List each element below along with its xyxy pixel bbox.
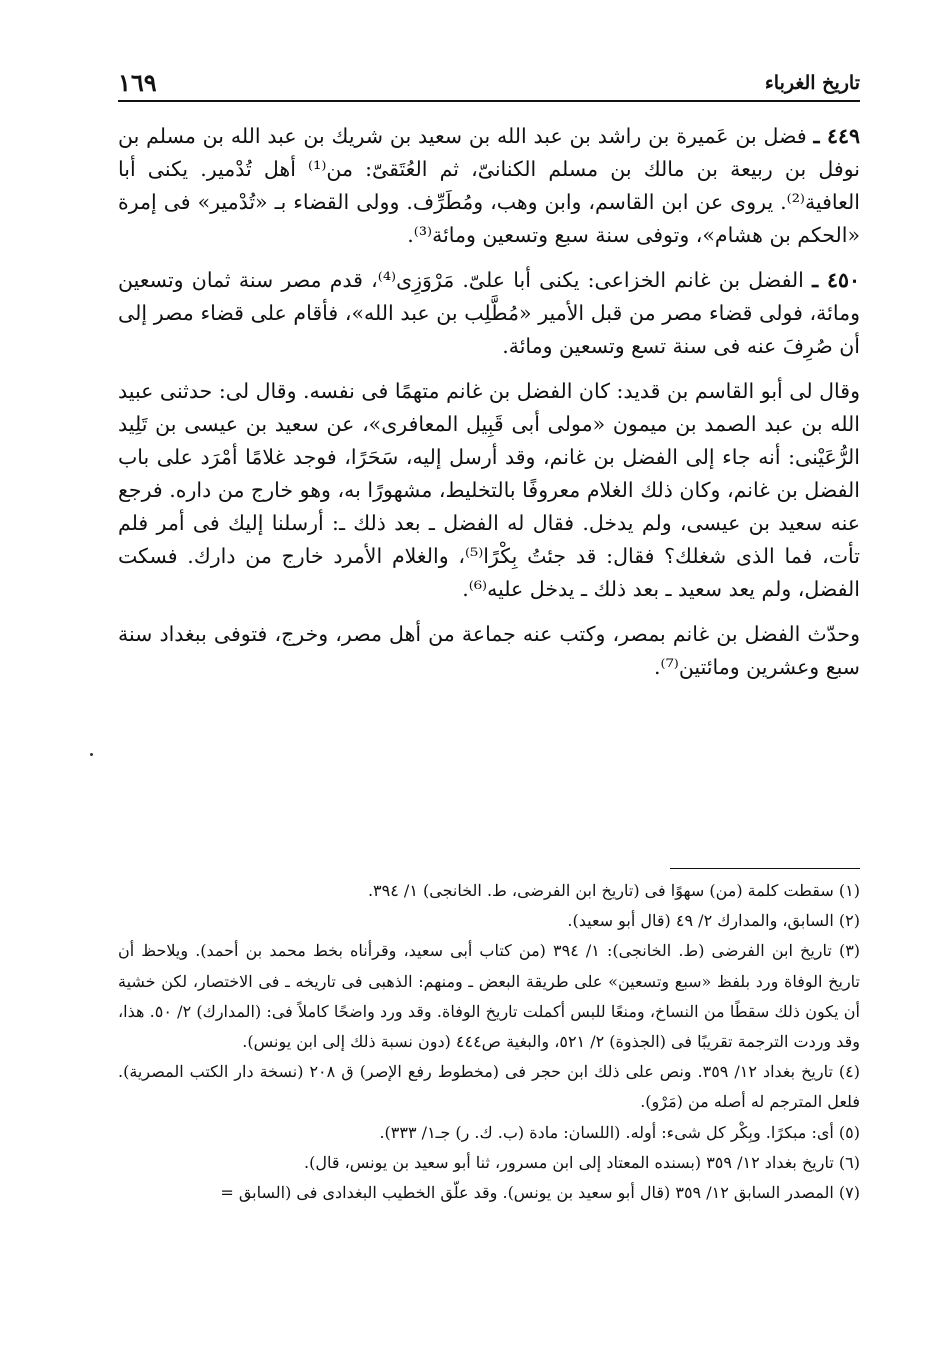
footnote-2 [118,906,860,936]
footnote-number: (٣) [838,941,861,961]
footnote-4 [118,1057,860,1117]
footnote-number: (٤) [838,1062,861,1082]
footnote-text: أى: مبكرًا. وبِكْر كل شىء: أوله. (اللسان: مادة (ب. ك. ر) جـ١/ ٣٣٣). [379,1122,834,1142]
footnote-7 [118,1178,860,1208]
narration-paragraph: وقال لى أبو القاسم بن قديد: كان الفضل بن غانم متهمًا فى نفسه. وقال لى: حدثنى عبيد الله بن عبد الصمد بن ميمون «مولى أبى قَبِيل المعافرى»، عن سعيد بن عيسى بن تَلِيد الرُّعَيْنى: أنه جاء إلى الفضل بن غانم، وقد أرسل إليه، سَحَرًا، فوجد غلامًا أمْرَد على باب الفضل بن غانم، وكان ذلك الغلام معروفًا بالتخليط، مشهورًا به، وهو خارج من داره. فرجع عنه سعيد بن عيسى، ولم يدخل. فقال له الفضل ـ بعد ذلك ـ: أرسلنا إليك فى أمر فلم تأت، فما الذى شغلك؟ فقال: قد جئتُ بِكْرًا⁽⁵⁾، والغلام الأمرد خارج من دارك. فسكت الفضل، ولم يعد سعيد ـ بعد ذلك ـ يدخل عليه⁽⁶⁾. [118,379,860,601]
running-title: تاريخ الغرباء [764,72,860,94]
header-rule [118,100,860,102]
closing-paragraph: وحدّث الفضل بن غانم بمصر، وكتب عنه جماعة من أهل مصر، وخرج، فتوفى ببغداد سنة سبع وعشرين ومائتين⁽⁷⁾. [118,622,860,679]
footnote-number: (٥) [838,1122,860,1142]
footnotes [118,876,860,1208]
footnote-text: سقطت كلمة (من) سهوًا فى (تاريخ ابن الفرضى، ط. الخانجى) ١/ ٣٩٤. [367,881,834,900]
footnote-5 [118,1118,860,1148]
page-number: ١٦٩ [118,68,157,97]
footnote-text: تاريخ بغداد ١٢/ ٣٥٩ (بسنده المعتاد إلى ابن مسرور، ثنا أبو سعيد بن يونس، قال). [304,1152,834,1172]
entry-number: ٤٤٩ ـ [813,124,860,148]
footnote-3 [118,936,860,1057]
entry-number: ٤٥٠ ـ [812,268,860,292]
running-header [118,64,860,102]
footnote-1 [118,876,860,906]
footnote-number: (٧) [838,1183,860,1203]
entry-450 [118,264,860,363]
entry-449 [118,120,860,252]
footnote-6 [118,1148,860,1178]
margin-speck [90,753,93,756]
footnote-text: تاريخ ابن الفرضى (ط. الخانجى): ١/ ٣٩٤ (من كتاب أبى سعيد، وقرأناه بخط محمد بن أحمد). ويلاحظ أن تاريخ الوفاة ورد بلفظ «سبع وتسعين» على طريقة البعض ـ ومنهم: الذهبى فى تاريخه ـ فى الاختصار، لكن خشية أن يكون ذلك سقطًا من النساخ، ومنعًا للبس أكملت تاريخ الوفاة. وقد ورد واضحًا كاملاً فى: (المدارك) ٢/ ٥٠. هذا، وقد وردت الترجمة تقريبًا فى (الجذوة) ٢/ ٥٢١، والبغية ص٤٤٤ (دون نسبة ذلك إلى ابن يونس). [118,941,860,1052]
footnote-number: (٦) [838,1152,860,1172]
footnote-text: السابق، والمدارك ٢/ ٤٩ (قال أبو سعيد). [567,911,834,931]
main-text [118,120,860,696]
footnote-number: (٢) [838,911,860,931]
entry-text: فضل بن عَميرة بن راشد بن عبد الله بن سعيد بن شريك بن عبد الله بن مسلم بن نوفل بن ربيعة بن مالك بن مسلم الكنانىّ، ثم العُتَقىّ: من⁽¹⁾ أهل تُدْمير. يكنى أبا العافية⁽²⁾. يروى عن ابن القاسم، وابن وهب، ومُطَرِّف. وولى القضاء بـ «تُدْمير» فى إمرة «الحكم بن هشام»، وتوفى سنة سبع وتسعين ومائة⁽³⁾. [118,124,860,247]
footnote-separator [670,868,860,869]
footnote-number: (١) [838,881,860,900]
footnote-text: تاريخ بغداد ١٢/ ٣٥٩. ونص على ذلك ابن حجر فى (مخطوط رفع الإصر) ق ٢٠٨ (نسخة دار الكتب المصرية). فلعل المترجم له أصله من (مَرْو). [118,1062,860,1112]
entry-text: الفضل بن غانم الخزاعى: يكنى أبا علىّ. مَرْوَزِى⁽⁴⁾، قدم مصر سنة ثمان وتسعين ومائة، فولى قضاء مصر من قبل الأمير «مُطَّلِب بن عبد الله»، فأقام على قضاء مصر إلى أن صُرِفَ عنه فى سنة تسع وتسعين ومائة. [118,268,860,358]
footnote-text: المصدر السابق ١٢/ ٣٥٩ (قال أبو سعيد بن يونس). وقد علّق الخطيب البغدادى فى (السابق = [220,1183,834,1203]
